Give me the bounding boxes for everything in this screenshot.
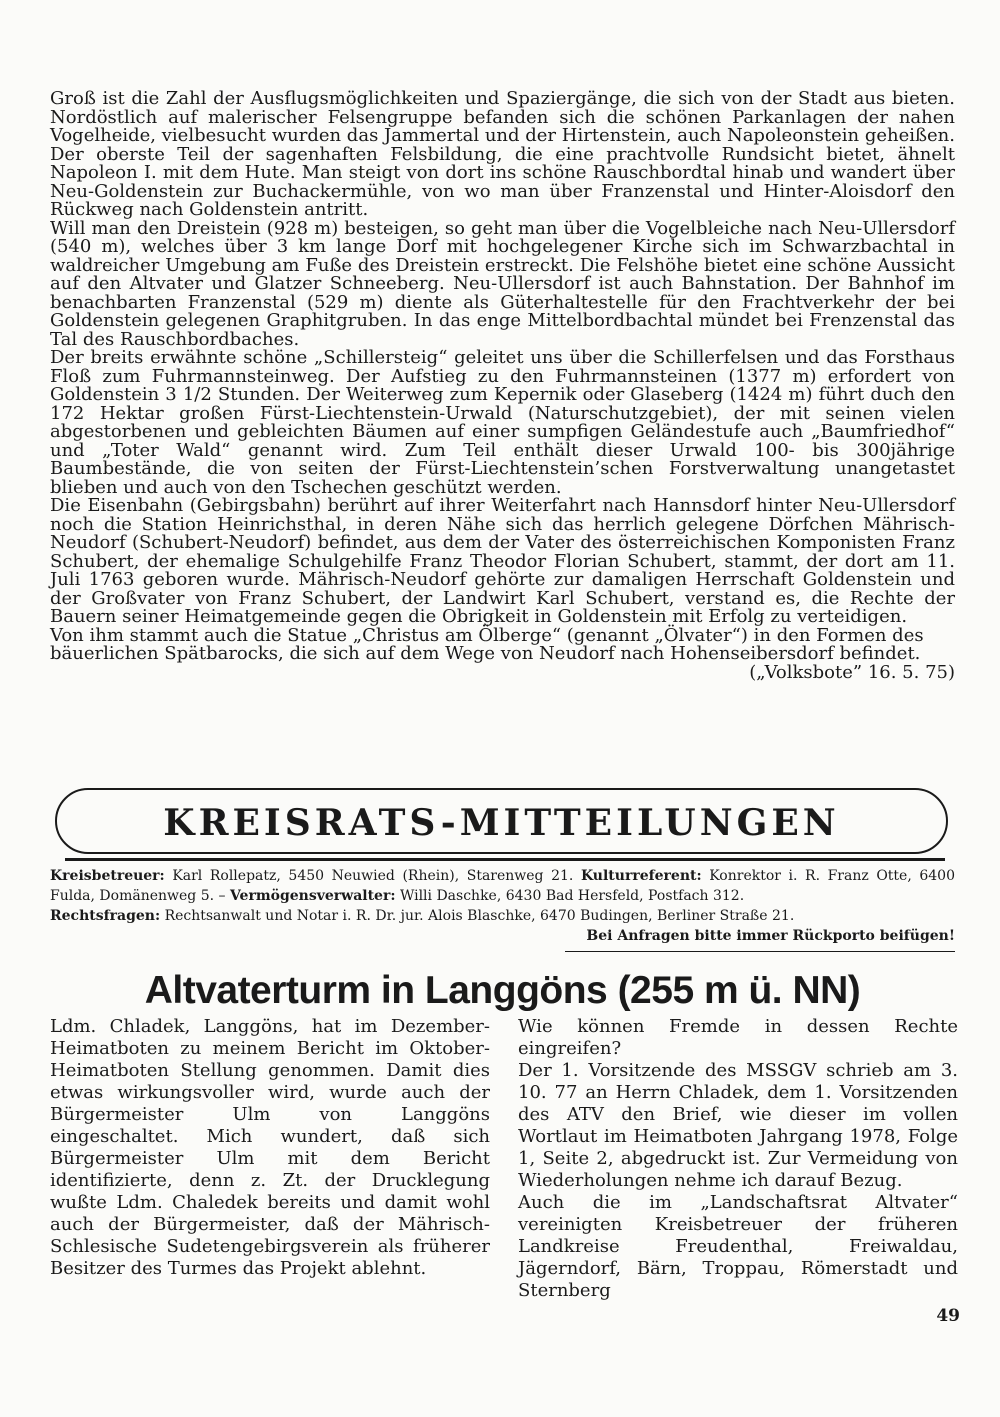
kultur-text: Konrektor i. R. Franz Otte, 6400 Fulda, Domänenweg 5. –: [50, 868, 955, 904]
recht-text: Rechtsanwalt und Notar i. R. Dr. jur. Alois Blaschke, 6470 Budingen, Berliner Straße 21.: [164, 908, 795, 924]
source-citation: („Volksbote” 16. 5. 75): [749, 661, 955, 683]
intro-paragraph-5-text: Von ihm stammt auch die Statue „Christus am Ölberge“ (genannt „Ölvater“) in den Formen des bäuerlichen Spätbarocks, die sich auf dem Wege von Neudorf nach Hohenseibersdorf befindet.: [50, 624, 924, 664]
betreuer-label: Kreisbetreuer:: [50, 868, 165, 884]
intro-paragraph-4: Die Eisenbahn (Gebirgsbahn) berührt auf ihrer Weiterfahrt nach Hannsdorf hinter Neu-Ullersdorf noch die Station Heinrichsthal, in deren Nähe sich das herrlich gelegene Dörfchen Mährisch-Neudorf (Schubert-Neudorf) befindet, aus dem der Vater des österreichischen Komponisten Franz Schubert, der ehemalige Schulgehilfe Franz Theodor Florian Schubert, stammt, der dort am 11. Juli 1763 geboren wurde. Mährisch-Neudorf gehörte zur damaligen Herrschaft Goldenstein und der Großvater von Franz Schubert, der Landwirt Karl Schubert, verstand es, die Rechte der Bauern seiner Heimatgemeinde gegen die Obrigkeit in Goldenstein mit Erfolg zu verteidigen.: [50, 495, 955, 627]
kultur-label: Kulturreferent:: [580, 868, 702, 884]
vermoegen-text: Willi Daschke, 6430 Bad Hersfeld, Postfach 312.: [399, 888, 745, 904]
intro-paragraph-5: [50, 624, 955, 683]
recht-label: Rechtsfragen:: [50, 908, 161, 924]
article-left-column: [50, 1016, 490, 1280]
contacts-paragraph: [50, 866, 955, 926]
page-number: 49: [936, 1306, 960, 1326]
banner-underline: [65, 858, 945, 861]
intro-paragraph-1: Groß ist die Zahl der Ausflugsmöglichkeiten und Spaziergänge, die sich von der Stadt aus bieten. Nordöstlich auf malerischer Felsengruppe befanden sich die schönen Parkanlagen der nahen Vogelheide, vielbesucht wurden das Jammertal und der Hirtenstein, auch Napoleonstein geheißen. Der oberste Teil der sagenhaften Felsbildung, die eine prachtvolle Rundsicht bietet, ähnelt Napoleon I. mit dem Hute. Man steigt von dort ins schöne Rauschbordtal hinab und wandert über Neu-Goldenstein zur Buchackermühle, von wo man über Franzenstal und Hinter-Aloisdorf den Rückweg nach Goldenstein antritt.: [50, 88, 955, 220]
contacts-block: [50, 866, 955, 946]
article-right-column: [518, 1016, 958, 1302]
right-paragraph-1: Wie können Fremde in dessen Rechte eingreifen?: [518, 1016, 958, 1059]
article-headline: Altvaterturm in Langgöns (255 m ü. NN): [144, 969, 861, 1012]
contacts-rule: [565, 951, 955, 952]
intro-text: [50, 90, 955, 682]
left-paragraph-1: Ldm. Chladek, Langgöns, hat im Dezember-Heimatboten zu meinem Bericht im Oktober-Heimatboten Stellung genommen. Damit dies etwas wirkungsvoller wird, wurde auch der Bürgermeister Ulm von Langgöns eingeschaltet. Mich wundert, daß sich Bürgermeister Ulm mit dem Bericht identifizierte, denn z. Zt. der Drucklegung wußte Ldm. Chaledek bereits und damit wohl auch der Bürgermeister, daß der Mährisch-Schlesische Sudetengebirgsverein als früherer Besitzer des Turmes das Projekt ablehnt.: [50, 1016, 490, 1279]
postage-note: Bei Anfragen bitte immer Rückporto beifügen!: [586, 928, 955, 944]
right-paragraph-2: Der 1. Vorsitzende des MSSGV schrieb am 3. 10. 77 an Herrn Chladek, dem 1. Vorsitzenden des ATV den Brief, wie dieser im vollen Wortlaut im Heimatboten Jahrgang 1978, Folge 1, Seite 2, abgedruckt ist. Zur Vermeidung von Wiederholungen nehme ich darauf Bezug.: [518, 1060, 958, 1191]
intro-paragraph-3: Der breits erwähnte schöne „Schillersteig“ geleitet uns über die Schillerfelsen und das Forsthaus Floß zum Fuhrmannsteinweg. Der Aufstieg zu den Fuhrmannsteinen (1377 m) erfordert von Goldenstein 3 1/2 Stunden. Der Weiterweg zum Kepernik oder Glaseberg (1424 m) führt duch den 172 Hektar großen Fürst-Liechtenstein-Urwald (Naturschutzgebiet), der mit seinen vielen abgestorbenen und gebleichten Bäumen auf einer sumpfigen Geländestufe auch „Baumfriedhof“ und „Toter Wald“ genannt wird. Zum Teil enthält dieser Urwald 100- bis 300jährige Baumbestände, die von seiten der Fürst-Liechtenstein’schen Forstverwaltung unangetastet blieben und auch von den Tschechen geschützt werden.: [50, 347, 955, 498]
vermoegen-label: Vermögensverwalter:: [229, 888, 396, 904]
banner-title: KREISRATS-MITTEILUNGEN: [163, 802, 840, 844]
section-banner: [55, 788, 948, 854]
right-paragraph-3: Auch die im „Landschaftsrat Altvater“ vereinigten Kreisbetreuer der früheren Landkreise Freudenthal, Freiwaldau, Jägerndorf, Bärn, Troppau, Römerstadt und Sternberg: [518, 1192, 958, 1301]
intro-paragraph-2: Will man den Dreistein (928 m) besteigen, so geht man über die Vogelbleiche nach Neu-Ullersdorf (540 m), welches über 3 km lange Dorf mit hochgelegener Kirche sich im Schwarzbachtal in waldreicher Umgebung am Fuße des Dreistein erstreckt. Die Felshöhe bietet eine schöne Aussicht auf den Altvater und Glatzer Schneeberg. Neu-Ullersdorf ist auch Bahnstation. Der Bahnhof im benachbarten Franzenstal (529 m) diente als Güterhaltestelle für den Frachtverkehr der bei Goldenstein gelegenen Graphitgruben. In das enge Mittelbordbachtal mündet bei Frenzenstal das Tal des Rauschbordbaches.: [50, 217, 955, 350]
betreuer-text: Karl Rollepatz, 5450 Neuwied (Rhein), Starenweg 21.: [172, 868, 574, 884]
